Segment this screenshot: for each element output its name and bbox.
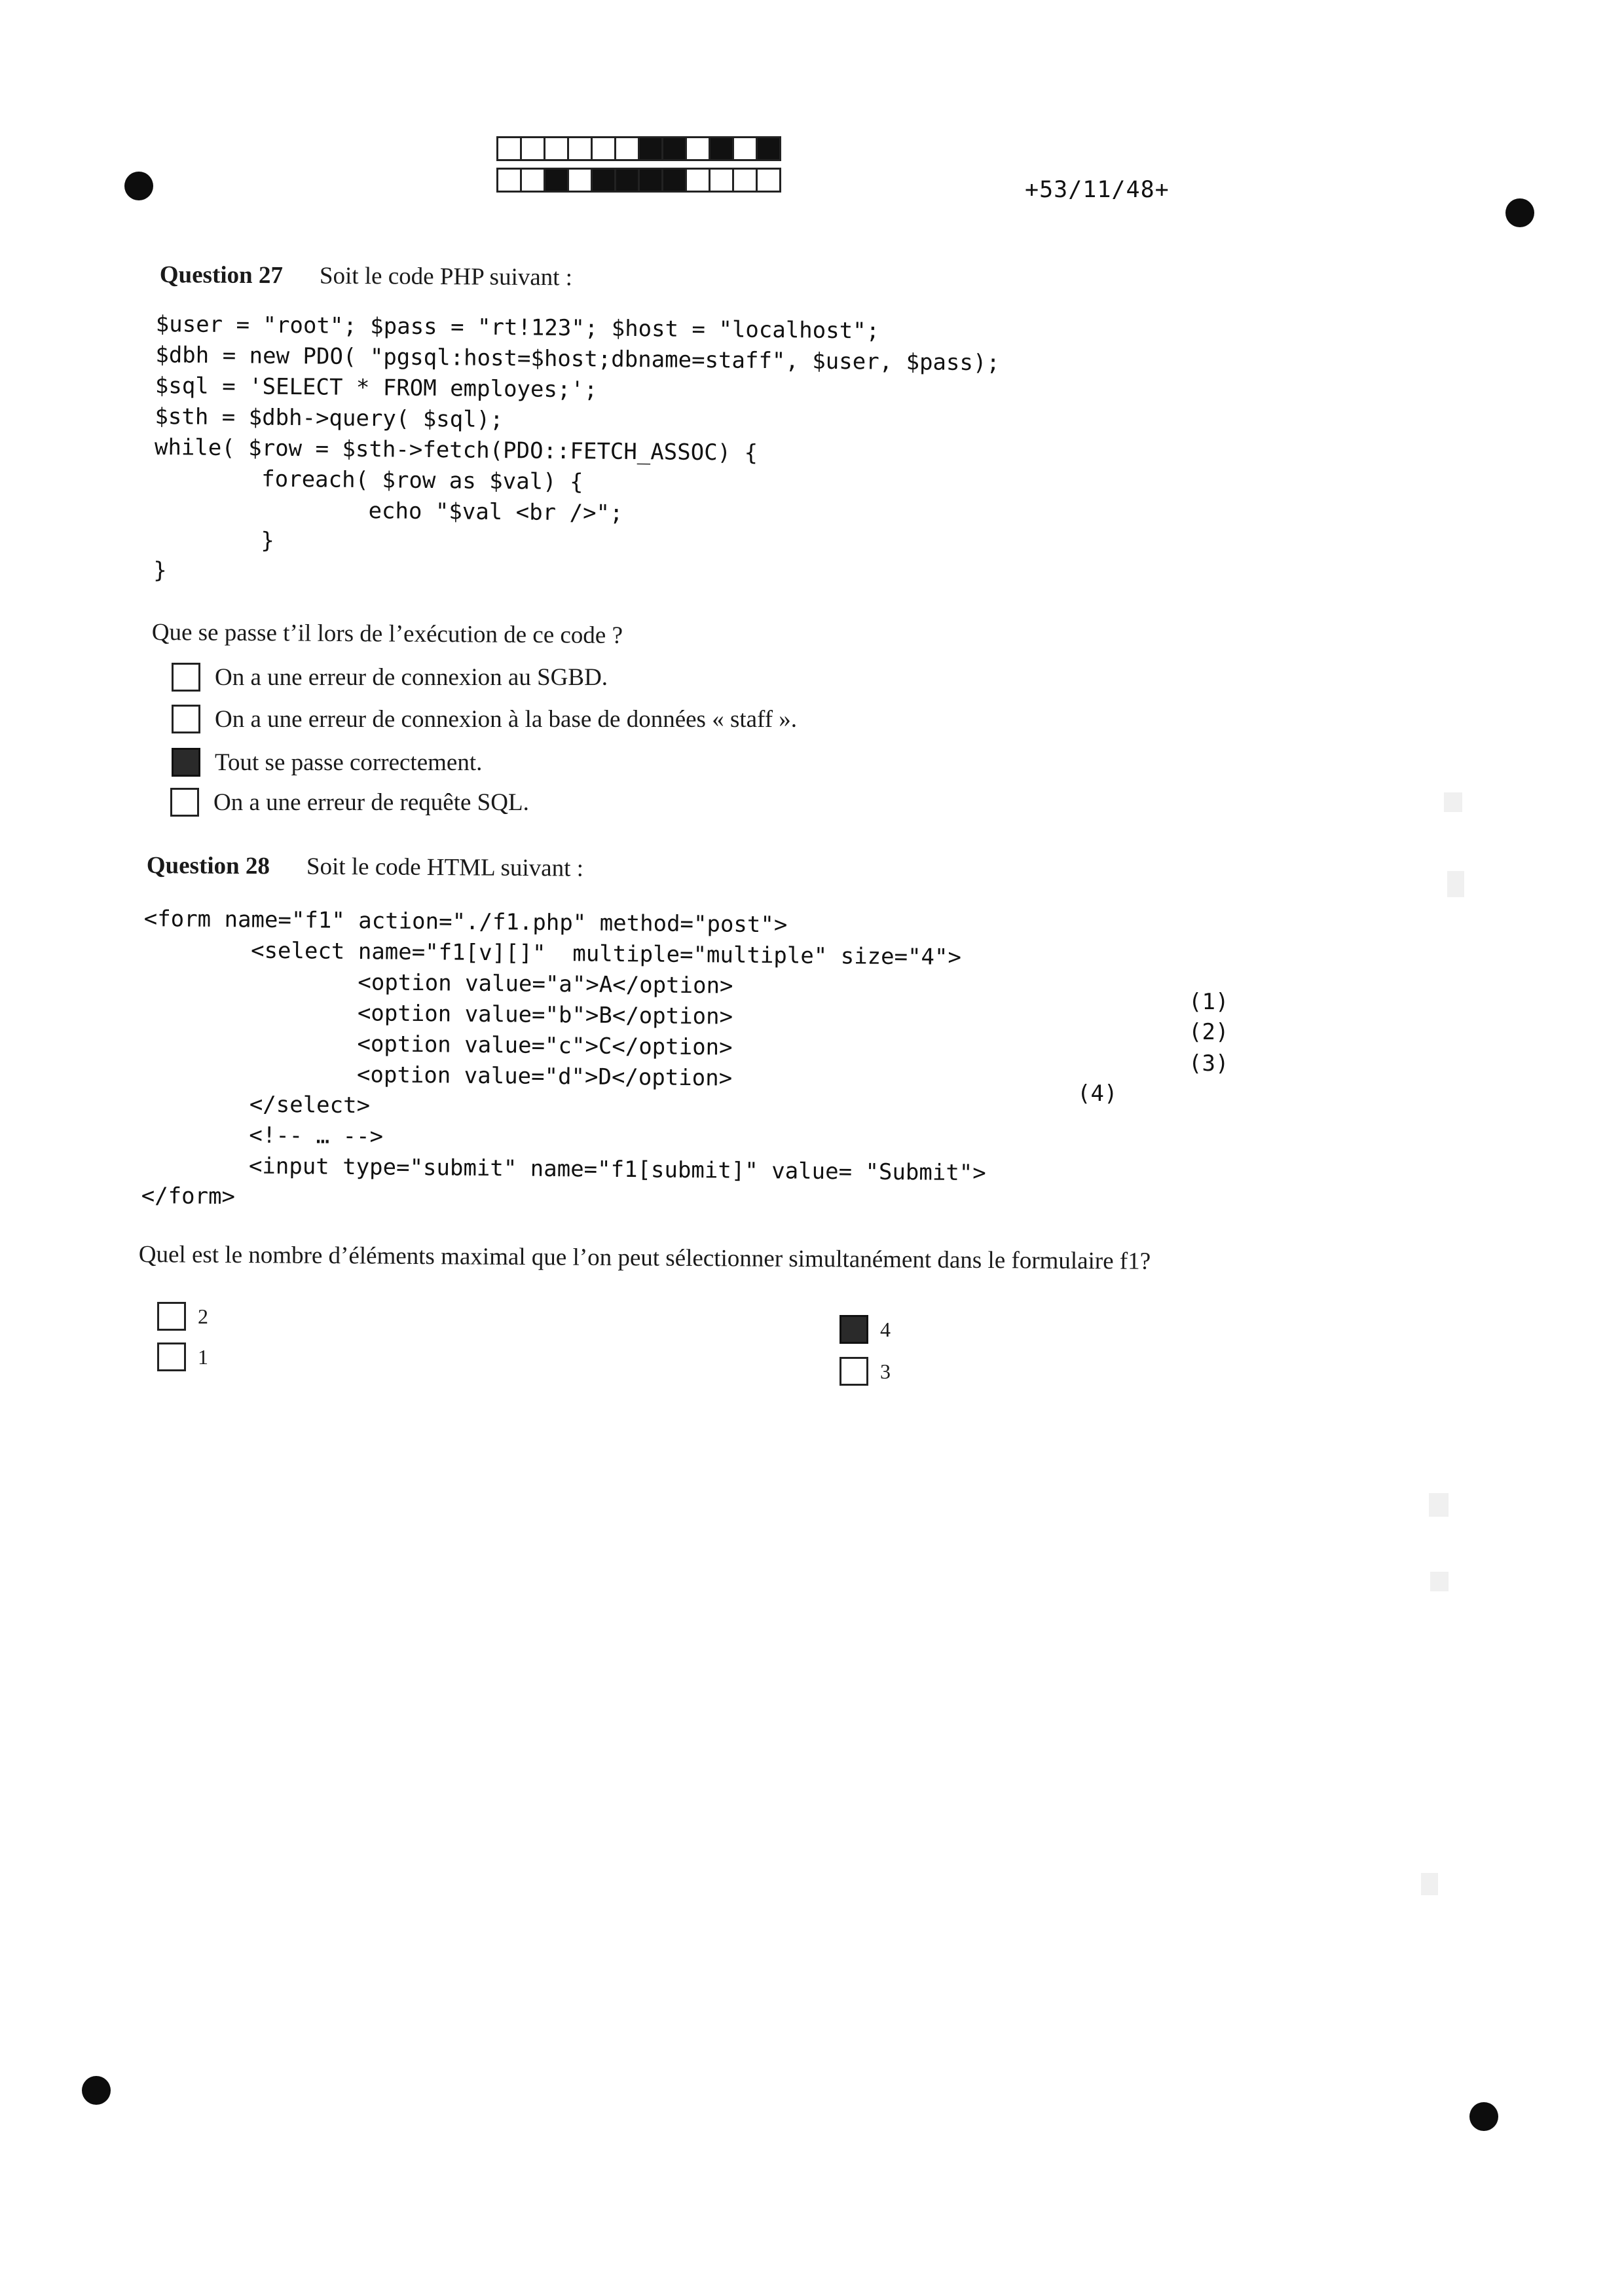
scan-artifact — [1421, 1873, 1438, 1895]
registration-dot-top-left — [124, 172, 153, 200]
registration-dot-bottom-left — [82, 2076, 111, 2105]
scan-artifact — [1429, 1493, 1449, 1517]
code-line: </form> — [141, 1182, 236, 1210]
code-line: $user = "root"; $pass = "rt!123"; $host = "localhost"; — [155, 310, 880, 344]
code-line: </select> — [141, 1090, 371, 1119]
code-line: <option value="b">B</option> — [143, 997, 733, 1030]
checkbox[interactable] — [172, 705, 200, 733]
barcode-cell-empty — [614, 136, 640, 161]
barcode-cell-empty — [732, 168, 758, 193]
question-28-intro: Soit le code HTML suivant : — [306, 853, 584, 882]
question-28-label: Question 28 — [146, 852, 270, 880]
registration-dot-top-right — [1505, 198, 1534, 227]
option-label: 2 — [198, 1304, 208, 1328]
code-line: $sth = $dbh->query( $sql); — [155, 403, 504, 434]
question-28-prompt: Quel est le nombre d’éléments maximal que l’on peut sélectionner simultanément dans le formulaire f1? — [138, 1241, 1151, 1275]
code-line: <option value="a">A</option> — [143, 967, 733, 999]
q27-option-2[interactable] — [172, 705, 797, 733]
barcode-cell-filled — [638, 168, 663, 193]
option-label: 3 — [880, 1359, 891, 1383]
margin-number-1: (1) — [1189, 989, 1229, 1015]
code-line: <!-- … --> — [141, 1120, 384, 1150]
code-line: <input type="submit" name="f1[submit]" value= "Submit"> — [141, 1151, 986, 1187]
checkbox[interactable] — [157, 1302, 186, 1331]
option-label: 1 — [198, 1344, 208, 1369]
code-line: <form name="f1" action="./f1.php" method="post"> — [143, 905, 788, 938]
code-line: foreach( $row as $val) { — [154, 464, 583, 496]
barcode-cell-empty — [732, 136, 758, 161]
scan-artifact — [1447, 871, 1464, 897]
option-label: On a une erreur de connexion à la base de données « staff ». — [215, 705, 798, 733]
html-code-block — [141, 904, 988, 1219]
code-line: <option value="d">D</option> — [142, 1059, 733, 1092]
q27-option-1[interactable] — [172, 663, 608, 692]
code-line: <option value="c">C</option> — [142, 1028, 733, 1061]
q28-option-1[interactable] — [157, 1302, 208, 1331]
barcode-cell-filled — [661, 168, 687, 193]
scan-artifact — [1444, 792, 1462, 812]
option-label: Tout se passe correctement. — [215, 749, 483, 776]
question-27-header — [160, 261, 573, 291]
question-27-intro: Soit le code PHP suivant : — [319, 262, 573, 291]
barcode-cell-empty — [709, 168, 734, 193]
code-line: echo "$val <br />"; — [153, 495, 623, 527]
margin-number-2: (2) — [1189, 1019, 1229, 1045]
option-label: On a une erreur de connexion au SGBD. — [215, 663, 608, 691]
code-line: } — [153, 526, 275, 554]
checkbox[interactable] — [157, 1342, 186, 1371]
checkbox[interactable] — [840, 1357, 868, 1386]
page-barcode-row-2 — [496, 168, 779, 193]
barcode-cell-empty — [756, 168, 781, 193]
page-barcode-row-1 — [496, 136, 779, 161]
barcode-cell-filled — [591, 168, 616, 193]
q27-option-3[interactable] — [172, 748, 482, 777]
barcode-cell-empty — [685, 136, 710, 161]
option-label: 4 — [880, 1317, 891, 1341]
q28-option-3[interactable] — [840, 1315, 891, 1344]
barcode-cell-empty — [520, 136, 545, 161]
barcode-cell-empty — [496, 136, 522, 161]
registration-dot-bottom-right — [1469, 2102, 1498, 2131]
barcode-cell-empty — [520, 168, 545, 193]
q28-option-4[interactable] — [840, 1357, 891, 1386]
margin-number-3: (3) — [1189, 1050, 1229, 1077]
q28-option-2[interactable] — [157, 1342, 208, 1371]
barcode-cell-filled — [544, 168, 569, 193]
page-id: +53/11/48+ — [1025, 177, 1170, 203]
code-line: $dbh = new PDO( "pgsql:host=$host;dbname=staff", $user, $pass); — [155, 341, 1001, 377]
code-line: <select name="f1[v][]" multiple="multiple" size="4"> — [143, 936, 962, 971]
checkbox[interactable] — [170, 788, 199, 817]
barcode-cell-filled — [614, 168, 640, 193]
checkbox-checked[interactable] — [172, 748, 200, 777]
question-27-prompt: Que se passe t’il lors de l’exécution de ce code ? — [151, 619, 623, 650]
barcode-cell-empty — [544, 136, 569, 161]
barcode-cell-empty — [496, 168, 522, 193]
barcode-cell-empty — [567, 136, 593, 161]
barcode-cell-filled — [709, 136, 734, 161]
barcode-cell-empty — [567, 168, 593, 193]
question-27-label: Question 27 — [159, 261, 284, 289]
option-label: On a une erreur de requête SQL. — [213, 788, 529, 816]
barcode-cell-filled — [756, 136, 781, 161]
q27-option-4[interactable] — [170, 788, 529, 817]
barcode-cell-filled — [638, 136, 663, 161]
code-line: $sql = 'SELECT * FROM employes;'; — [155, 372, 598, 403]
margin-number-4: (4) — [1077, 1081, 1118, 1107]
code-line: while( $row = $sth->fetch(PDO::FETCH_ASSOC) { — [154, 434, 758, 466]
code-line: } — [153, 557, 167, 584]
checkbox[interactable] — [172, 663, 200, 692]
scan-artifact — [1430, 1572, 1449, 1591]
checkbox-checked[interactable] — [840, 1315, 868, 1344]
barcode-cell-empty — [685, 168, 710, 193]
barcode-cell-empty — [591, 136, 616, 161]
barcode-cell-filled — [661, 136, 687, 161]
php-code-block — [153, 309, 1001, 594]
question-28-header — [147, 851, 583, 883]
